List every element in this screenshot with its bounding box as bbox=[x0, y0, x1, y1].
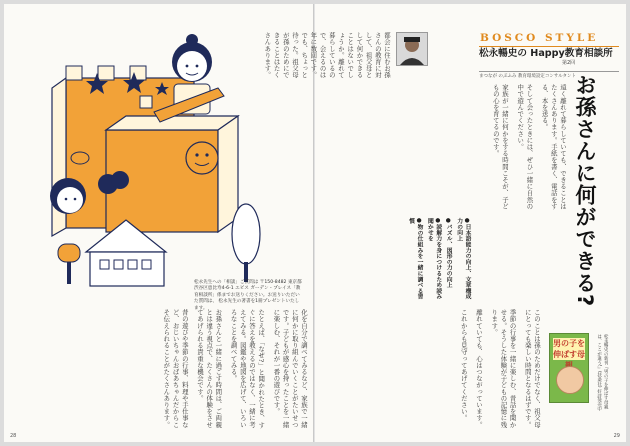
title-rule bbox=[479, 71, 619, 72]
paragraph: このことは孫のためだけでなく、祖父母にとっても楽しい時間となるはずです。 bbox=[523, 309, 541, 428]
list-item: ●読解力を身につけるため読み聞かせを bbox=[426, 218, 441, 300]
advice-list bbox=[321, 218, 471, 302]
paragraph: 季節の行事を一緒に楽しむ、昔話を聞かせる。そうした体験が子どもの記憶に残ります。 bbox=[490, 309, 517, 428]
series-label: BOSCO STYLE bbox=[480, 32, 599, 44]
book-cover-photo bbox=[556, 366, 584, 394]
bird-icon bbox=[71, 152, 89, 164]
book-title: 男の子を伸ばす母 bbox=[553, 339, 585, 359]
header-rule bbox=[479, 46, 619, 47]
column-number: 第2回 bbox=[562, 60, 576, 66]
paragraph: 離れていても、心はつながっています。 bbox=[474, 309, 483, 428]
list-item: ●パズル、図形の力の向上 bbox=[445, 218, 452, 288]
paragraph: 遠く離れて暮らしていても、できることはたくさんあります。手紙を書く、電話をする、本を送る。 bbox=[540, 84, 567, 210]
author-caption: まつなが のぶふみ 教育環境設定コンサルタント bbox=[479, 74, 576, 79]
list-item: ●日本語能力の向上、文章構成力の向上 bbox=[455, 218, 470, 300]
page-number: 28 bbox=[10, 433, 17, 439]
headline: お孫さんに何ができる? bbox=[573, 74, 597, 308]
sender-caption: 松永先生への「相談」ご質問は 〒150-8482 東京都渋谷区恵比寿4-6-1 エビス ガーデン・プレイス「教育相談所」係までお送りください。お送りいただいた質問は、 松永先生の著書を1冊プレゼントいたします。 bbox=[194, 280, 302, 311]
page-number: 29 bbox=[613, 433, 620, 439]
children-house-illustration bbox=[42, 26, 272, 288]
list-item: ●物の仕組みを一緒に調べる習慣 bbox=[407, 218, 422, 300]
paragraph: そして会ったときには、ぜひ一緒に自然の中で遊んでください。 bbox=[516, 84, 534, 210]
tree-icon bbox=[232, 204, 260, 264]
paragraph: たとえば、「なぜ?」と聞かれたとき、すぐに答えを教えるのではなく、一緒に考えてみる。図鑑や地図を広げて、いろいろなことを調べてみる。 bbox=[229, 309, 266, 429]
column-title: 松永暢史の Happy教育相談所 bbox=[479, 48, 613, 59]
book-caption: 松永暢史の新刊『男の子を伸ばす母親は、ここが違う!』(扶桑社) 好評発売中 bbox=[596, 334, 609, 411]
question-text: 都会に住むお孫さんの教育に対して、祖父母として何かできることはないでしょうか。離れて暮らしているので、会えるのは年に数回です。でも、ちょっと待った。祖父母が孫のためにできることはたくさんあります。 bbox=[263, 32, 391, 79]
author-photo bbox=[396, 32, 428, 66]
left-body-text bbox=[12, 309, 308, 434]
paragraph: 家族が一緒に何かをする時間こそが、子どもの心を育てるのです。 bbox=[491, 84, 509, 210]
mailbox-icon bbox=[58, 244, 80, 262]
book-cover bbox=[549, 333, 589, 403]
sun-icon bbox=[186, 142, 218, 174]
right-body-top bbox=[321, 84, 567, 214]
paragraph: 昔の遊びや季節の行事、料理や手仕事など、おじいちゃんおばあちゃんだからこそ伝えられることがたくさんあります。 bbox=[162, 309, 189, 428]
right-body-lower bbox=[321, 309, 541, 434]
paragraph: 化を自分で調べてみるなど、家族で一緒に何かに取り組んでいくことがたいせつです。子どもが感心を持ったことを一緒に楽しむ、それが一番の遊びです。 bbox=[272, 309, 308, 428]
paragraph: お孫さんと一緒に過ごす時間は、ご両親とは違う視点で、たくさんの体験をさせてあげられる貴重な機会です。 bbox=[195, 309, 223, 428]
paragraph: これからも見守ってあげてください。 bbox=[459, 309, 468, 422]
